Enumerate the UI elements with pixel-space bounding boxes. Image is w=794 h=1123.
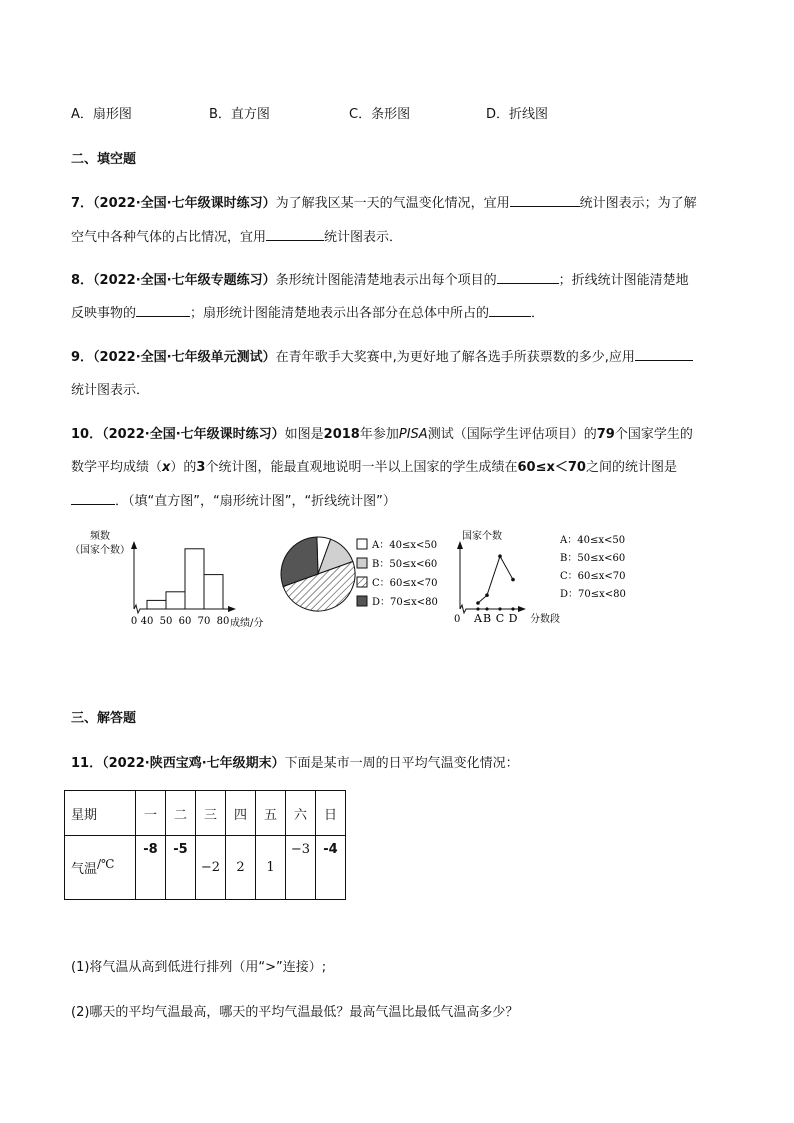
answer-blank[interactable] xyxy=(489,304,531,317)
line-legend-label: D：70≤x<80 xyxy=(560,589,626,600)
question-text: 统计图表示；为了解 xyxy=(579,196,697,211)
answer-blank[interactable] xyxy=(71,492,115,505)
line-ylabel: 国家个数 xyxy=(462,531,502,542)
answer-blank[interactable] xyxy=(497,271,559,284)
question-10-line-1 xyxy=(71,423,693,442)
line-category-label: A xyxy=(474,612,482,625)
table-row-label xyxy=(65,836,136,900)
score-range: 60≤x＜70 xyxy=(517,460,586,475)
country-count: 79 xyxy=(596,427,615,442)
histogram-ylabel-1: 频数 xyxy=(90,531,110,542)
table-cell-temp: -8 xyxy=(136,836,166,900)
table-header-label: 星期 xyxy=(65,791,136,836)
table-cell-temp: 2 xyxy=(226,836,256,900)
histogram-bar xyxy=(166,592,185,609)
answer-blank[interactable] xyxy=(266,228,324,241)
table-cell-day: 二 xyxy=(166,791,196,836)
line-axis-dot xyxy=(476,607,479,610)
histogram-x-arrow xyxy=(228,606,236,612)
line-legend xyxy=(559,535,626,600)
table-cell-day: 五 xyxy=(256,791,286,836)
question-text: 为了解我区某一天的气温变化情况，宜用 xyxy=(275,196,510,211)
row-unit: /℃ xyxy=(97,857,115,871)
line-legend-label: C：60≤x<70 xyxy=(560,571,626,582)
question-number: 10． xyxy=(71,427,103,442)
question-text: 统计图表示． xyxy=(324,230,403,245)
table-cell-temp: 1 xyxy=(256,836,286,900)
pie-legend-swatch xyxy=(357,558,367,568)
table-cell-day: 四 xyxy=(226,791,256,836)
question-7-line-1 xyxy=(71,192,697,211)
question-source: （2022·陕西宝鸡·七年级期末） xyxy=(102,756,285,771)
line-legend-label: B：50≤x<60 xyxy=(560,553,626,564)
question-text: 如图是 xyxy=(284,427,324,442)
question-10-line-2 xyxy=(71,456,677,475)
line-series xyxy=(478,556,513,603)
question-7-line-2 xyxy=(71,226,402,245)
line-x-arrow xyxy=(518,606,526,612)
histogram-tick-label: 40 xyxy=(140,616,154,627)
question-number: 7． xyxy=(71,196,94,211)
pie-legend-swatch xyxy=(357,577,367,587)
answer-blank[interactable] xyxy=(136,304,190,317)
option-b: B．直方图 xyxy=(209,107,270,122)
histogram-tick-label: 50 xyxy=(159,616,173,627)
table-cell-day: 日 xyxy=(316,791,346,836)
question-8-line-2 xyxy=(71,302,544,321)
line-category-label: C xyxy=(495,612,505,625)
question-source: （2022·全国·七年级专题练习） xyxy=(93,273,276,288)
question-11-line-1 xyxy=(71,752,519,771)
q10-figures xyxy=(70,525,650,635)
question-text: ．（填“直方图”，“扇形统计图”，“折线统计图”） xyxy=(115,494,396,509)
line-point xyxy=(485,593,489,597)
histogram-ylabel-2: （国家个数） xyxy=(70,545,130,556)
table-cell-temp: -5 xyxy=(166,836,196,900)
histogram-y-arrow xyxy=(131,541,137,549)
histogram-bar xyxy=(147,600,166,609)
line-legend-label: A：40≤x<50 xyxy=(560,535,626,546)
table-row-temps xyxy=(65,836,346,900)
line-axis-dot xyxy=(498,607,501,610)
question-text: 在青年歌手大奖赛中,为更好地了解各选手所获票数的多少,应用 xyxy=(275,350,635,365)
table-cell-temp: −3 xyxy=(286,836,316,900)
question-source: （2022·全国·七年级课时练习） xyxy=(102,427,285,442)
question-text: 数学平均成绩（ xyxy=(71,460,163,475)
table-cell-day: 一 xyxy=(136,791,166,836)
question-text: 之间的统计图是 xyxy=(585,460,677,475)
pie-legend-swatch xyxy=(357,596,367,606)
question-text: 下面是某市一周的日平均气温变化情况： xyxy=(284,756,519,771)
question-text: ；扇形统计图能清楚地表示出各部分在总体中所占的 xyxy=(190,306,490,321)
option-c: C．条形图 xyxy=(349,107,411,122)
pie-chart xyxy=(281,537,355,611)
histogram-tick-label: 0 xyxy=(130,616,138,627)
question-11-sub-1: (1)将气温从高到低进行排列（用“>”连接）; xyxy=(71,960,327,975)
question-text: 空气中各种气体的占比情况，宜用 xyxy=(71,230,267,245)
pie-legend-label: C：60≤x<70 xyxy=(372,578,438,589)
histogram-xlabel: 成绩/分 xyxy=(230,618,264,629)
pie-legend xyxy=(357,539,438,608)
histogram-bar xyxy=(185,549,204,609)
question-source: （2022·全国·七年级课时练习） xyxy=(93,196,276,211)
year-number: 2018 xyxy=(323,427,360,442)
question-8-line-1 xyxy=(71,269,689,288)
question-number: 9． xyxy=(71,350,94,365)
histogram-bar xyxy=(204,575,223,609)
line-axis-dot xyxy=(511,607,514,610)
question-9-line-2 xyxy=(71,379,149,398)
section-answer-title: 三、解答题 xyxy=(71,711,137,726)
question-11-sub-2: (2)哪天的平均气温最高，哪天的平均气温最低？最高气温比最低气温高多少？ xyxy=(71,1005,519,1020)
pie-legend-label: A：40≤x<50 xyxy=(372,540,438,551)
question-text: 条形统计图能清楚地表示出每个项目的 xyxy=(275,273,497,288)
row-label-text: 气温 xyxy=(71,862,98,877)
line-xlabel: 分数段 xyxy=(530,614,560,625)
line-axis-dot xyxy=(485,607,488,610)
pie-legend-label: D：70≤x<80 xyxy=(372,597,438,608)
answer-blank[interactable] xyxy=(635,348,693,361)
question-9-line-1 xyxy=(71,346,693,365)
table-cell-day: 三 xyxy=(196,791,226,836)
section-fill-blank-title: 二、填空题 xyxy=(71,152,137,167)
question-number: 8． xyxy=(71,273,94,288)
histogram-tick-label: 80 xyxy=(216,616,230,627)
pie-legend-swatch xyxy=(357,539,367,549)
question-text: 年参加 xyxy=(359,427,399,442)
pie-legend-label: B：50≤x<60 xyxy=(372,559,438,570)
table-cell-day: 六 xyxy=(286,791,316,836)
question-number: 11． xyxy=(71,756,103,771)
question-text: 测试（国际学生评估项目）的 xyxy=(427,427,597,442)
question-text: 统计图表示． xyxy=(71,383,150,398)
question-text: 个统计图，能最直观地说明一半以上国家的学生成绩在 xyxy=(205,460,518,475)
question-10-line-3 xyxy=(71,490,396,509)
question-source: （2022·全国·七年级单元测试） xyxy=(93,350,276,365)
option-a: A．扇形图 xyxy=(71,107,132,122)
option-d: D．折线图 xyxy=(486,107,549,122)
line-chart xyxy=(454,529,560,625)
question-text: ）的 xyxy=(170,460,197,475)
table-row-days xyxy=(65,791,346,836)
line-point xyxy=(511,578,515,582)
pisa-text: PISA xyxy=(398,427,428,442)
question-text: ；折线统计图能清楚地 xyxy=(558,273,689,288)
line-y-arrow xyxy=(457,541,463,549)
question-text: ． xyxy=(531,306,545,321)
histogram xyxy=(70,529,263,629)
chart-count: 3 xyxy=(196,460,206,475)
line-category-label: D xyxy=(508,612,518,625)
histogram-tick-label: 60 xyxy=(178,616,192,627)
temperature-table xyxy=(64,790,346,900)
line-point xyxy=(498,554,502,558)
answer-blank[interactable] xyxy=(510,194,580,207)
line-point xyxy=(476,601,480,605)
histogram-tick-label: 70 xyxy=(197,616,211,627)
question-text: 个国家学生的 xyxy=(614,427,693,442)
variable-x: x xyxy=(162,460,171,475)
table-cell-temp: −2 xyxy=(196,836,226,900)
question-text: 反映事物的 xyxy=(71,306,137,321)
line-origin-label: 0 xyxy=(454,614,461,625)
table-cell-temp: -4 xyxy=(316,836,346,900)
line-category-label: B xyxy=(482,612,492,625)
